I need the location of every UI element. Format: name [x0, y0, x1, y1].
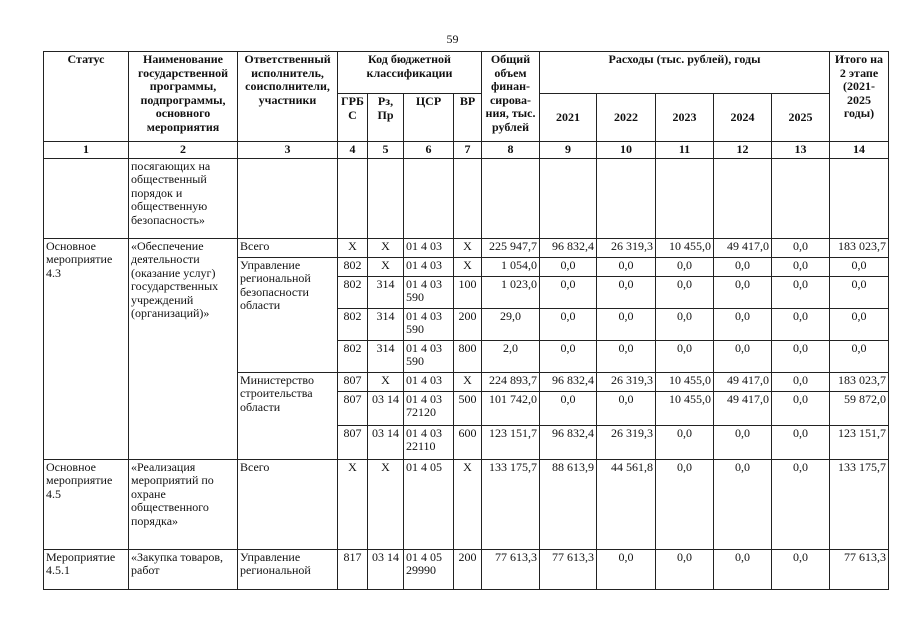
header-year-2025: 2025	[772, 94, 830, 142]
y2025-cell: 0,0	[772, 459, 830, 549]
sum-cell: 77 613,3	[830, 549, 889, 589]
status-cell: Основное мероприятие 4.3	[44, 238, 129, 459]
vr-cell: X	[454, 372, 482, 391]
y2021-cell: 88 613,9	[540, 459, 597, 549]
y2023-cell: 0,0	[656, 340, 714, 372]
header-year-2023: 2023	[656, 94, 714, 142]
column-number-row	[44, 142, 889, 159]
grbs-cell: 817	[338, 549, 368, 589]
csr-cell: 01 4 03 72120	[404, 391, 454, 425]
y2024-cell: 49 417,0	[714, 372, 772, 391]
sum-cell: 59 872,0	[830, 391, 889, 425]
csr-cell: 01 4 03 590	[404, 308, 454, 340]
total-cell: 225 947,7	[482, 238, 540, 257]
y2021-cell: 77 613,3	[540, 549, 597, 589]
name-cell: «Реализация мероприятий по охране общественного порядка»	[129, 459, 238, 549]
status-cell: Мероприятие 4.5.1	[44, 549, 129, 589]
header-budget-code: Код бюджетной классификации	[338, 52, 482, 94]
page-number: 59	[446, 32, 459, 46]
y2023-cell: 0,0	[656, 276, 714, 308]
y2022-cell: 0,0	[597, 391, 656, 425]
y2025-cell: 0,0	[772, 238, 830, 257]
col-number: 7	[454, 142, 482, 159]
executor-cell: Управление региональной	[238, 549, 338, 589]
vr-cell: X	[454, 459, 482, 549]
vr-cell: 500	[454, 391, 482, 425]
total-cell: 1 054,0	[482, 257, 540, 276]
y2025-cell: 0,0	[772, 276, 830, 308]
y2022-cell: 0,0	[597, 257, 656, 276]
y2021-cell: 96 832,4	[540, 425, 597, 459]
y2023-cell: 0,0	[656, 257, 714, 276]
vr-cell: 600	[454, 425, 482, 459]
col-number: 3	[238, 142, 338, 159]
y2023-cell: 10 455,0	[656, 372, 714, 391]
vr-cell: 200	[454, 549, 482, 589]
y2021-cell: 0,0	[540, 257, 597, 276]
continuation-row	[44, 158, 889, 238]
total-cell: 133 175,7	[482, 459, 540, 549]
y2021-cell: 96 832,4	[540, 372, 597, 391]
col-number: 1	[44, 142, 129, 159]
rz-cell: 314	[368, 340, 404, 372]
header-status: Статус	[44, 52, 129, 142]
csr-cell: 01 4 03	[404, 372, 454, 391]
y2024-cell: 49 417,0	[714, 391, 772, 425]
sum-cell: 133 175,7	[830, 459, 889, 549]
header-year-2021: 2021	[540, 94, 597, 142]
total-cell: 224 893,7	[482, 372, 540, 391]
y2022-cell: 0,0	[597, 276, 656, 308]
col-number: 14	[830, 142, 889, 159]
total-cell: 1 023,0	[482, 276, 540, 308]
rz-cell: 03 14	[368, 391, 404, 425]
rz-cell: X	[368, 238, 404, 257]
vr-cell: 100	[454, 276, 482, 308]
y2024-cell: 0,0	[714, 340, 772, 372]
continuation-text: посягающих на общественный порядок и общественную безопасность»	[129, 158, 238, 238]
csr-cell: 01 4 03	[404, 257, 454, 276]
y2021-cell: 0,0	[540, 276, 597, 308]
col-number: 10	[597, 142, 656, 159]
y2022-cell: 26 319,3	[597, 372, 656, 391]
grbs-cell: 802	[338, 276, 368, 308]
sum-cell: 183 023,7	[830, 238, 889, 257]
status-cell: Основное мероприятие 4.5	[44, 459, 129, 549]
total-cell: 2,0	[482, 340, 540, 372]
header-stage-total: Итого на 2 этапе (2021- 2025 годы)	[830, 52, 889, 142]
y2025-cell: 0,0	[772, 391, 830, 425]
executor-cell: Управление региональной безопасности области	[238, 257, 338, 372]
grbs-cell: 807	[338, 372, 368, 391]
executor-cell: Всего	[238, 238, 338, 257]
y2023-cell: 0,0	[656, 308, 714, 340]
y2024-cell: 0,0	[714, 308, 772, 340]
vr-cell: 800	[454, 340, 482, 372]
name-cell: «Обеспечение деятельности (оказание услуг) государственных учреждений (организаций)»	[129, 238, 238, 459]
total-cell: 101 742,0	[482, 391, 540, 425]
header-total: Общий объем финан- сирова- ния, тыс. рублей	[482, 52, 540, 142]
header-grbs: ГРБ С	[338, 94, 368, 142]
y2022-cell: 26 319,3	[597, 238, 656, 257]
rz-cell: 314	[368, 276, 404, 308]
y2025-cell: 0,0	[772, 340, 830, 372]
rz-cell: X	[368, 257, 404, 276]
grbs-cell: 802	[338, 308, 368, 340]
sum-cell: 0,0	[830, 276, 889, 308]
rz-cell: X	[368, 459, 404, 549]
y2025-cell: 0,0	[772, 308, 830, 340]
y2023-cell: 0,0	[656, 459, 714, 549]
rz-cell: 03 14	[368, 549, 404, 589]
vr-cell: 200	[454, 308, 482, 340]
csr-cell: 01 4 03 590	[404, 340, 454, 372]
col-number: 9	[540, 142, 597, 159]
y2024-cell: 0,0	[714, 276, 772, 308]
budget-table	[43, 51, 889, 590]
y2023-cell: 0,0	[656, 549, 714, 589]
header-vr: ВР	[454, 94, 482, 142]
executor-cell: Министерство строительства области	[238, 372, 338, 459]
grbs-cell: 802	[338, 340, 368, 372]
col-number: 8	[482, 142, 540, 159]
y2022-cell: 0,0	[597, 549, 656, 589]
y2024-cell: 0,0	[714, 549, 772, 589]
vr-cell: X	[454, 257, 482, 276]
y2023-cell: 0,0	[656, 425, 714, 459]
y2024-cell: 0,0	[714, 459, 772, 549]
executor-cell: Всего	[238, 459, 338, 549]
sum-cell: 0,0	[830, 257, 889, 276]
y2021-cell: 0,0	[540, 340, 597, 372]
csr-cell: 01 4 03	[404, 238, 454, 257]
table-row	[44, 549, 889, 589]
rz-cell: 314	[368, 308, 404, 340]
y2024-cell: 49 417,0	[714, 238, 772, 257]
total-cell: 29,0	[482, 308, 540, 340]
header-executor: Ответственный исполнитель, соисполнители, участники	[238, 52, 338, 142]
col-number: 2	[129, 142, 238, 159]
col-number: 13	[772, 142, 830, 159]
csr-cell: 01 4 05	[404, 459, 454, 549]
header-name: Наименование государственной программы, подпрограммы, основного мероприятия	[129, 52, 238, 142]
grbs-cell: 807	[338, 391, 368, 425]
col-number: 12	[714, 142, 772, 159]
grbs-cell: X	[338, 459, 368, 549]
table-row	[44, 459, 889, 549]
sum-cell: 183 023,7	[830, 372, 889, 391]
col-number: 4	[338, 142, 368, 159]
col-number: 6	[404, 142, 454, 159]
y2024-cell: 0,0	[714, 425, 772, 459]
y2025-cell: 0,0	[772, 372, 830, 391]
y2022-cell: 44 561,8	[597, 459, 656, 549]
header-csr: ЦСР	[404, 94, 454, 142]
header-rz-pr: Рз, Пр	[368, 94, 404, 142]
y2021-cell: 96 832,4	[540, 238, 597, 257]
rz-cell: X	[368, 372, 404, 391]
y2023-cell: 10 455,0	[656, 391, 714, 425]
col-number: 5	[368, 142, 404, 159]
csr-cell: 01 4 05 29990	[404, 549, 454, 589]
header-year-2022: 2022	[597, 94, 656, 142]
y2022-cell: 0,0	[597, 340, 656, 372]
vr-cell: X	[454, 238, 482, 257]
grbs-cell: X	[338, 238, 368, 257]
y2025-cell: 0,0	[772, 257, 830, 276]
rz-cell: 03 14	[368, 425, 404, 459]
y2022-cell: 26 319,3	[597, 425, 656, 459]
y2025-cell: 0,0	[772, 549, 830, 589]
grbs-cell: 807	[338, 425, 368, 459]
y2023-cell: 10 455,0	[656, 238, 714, 257]
name-cell: «Закупка товаров, работ	[129, 549, 238, 589]
y2021-cell: 0,0	[540, 308, 597, 340]
table-row	[44, 238, 889, 257]
col-number: 11	[656, 142, 714, 159]
sum-cell: 0,0	[830, 340, 889, 372]
total-cell: 77 613,3	[482, 549, 540, 589]
grbs-cell: 802	[338, 257, 368, 276]
csr-cell: 01 4 03 590	[404, 276, 454, 308]
y2022-cell: 0,0	[597, 308, 656, 340]
y2025-cell: 0,0	[772, 425, 830, 459]
sum-cell: 0,0	[830, 308, 889, 340]
total-cell: 123 151,7	[482, 425, 540, 459]
y2024-cell: 0,0	[714, 257, 772, 276]
csr-cell: 01 4 03 22110	[404, 425, 454, 459]
sum-cell: 123 151,7	[830, 425, 889, 459]
header-year-2024: 2024	[714, 94, 772, 142]
y2021-cell: 0,0	[540, 391, 597, 425]
header-expenses: Расходы (тыс. рублей), годы	[540, 52, 830, 94]
